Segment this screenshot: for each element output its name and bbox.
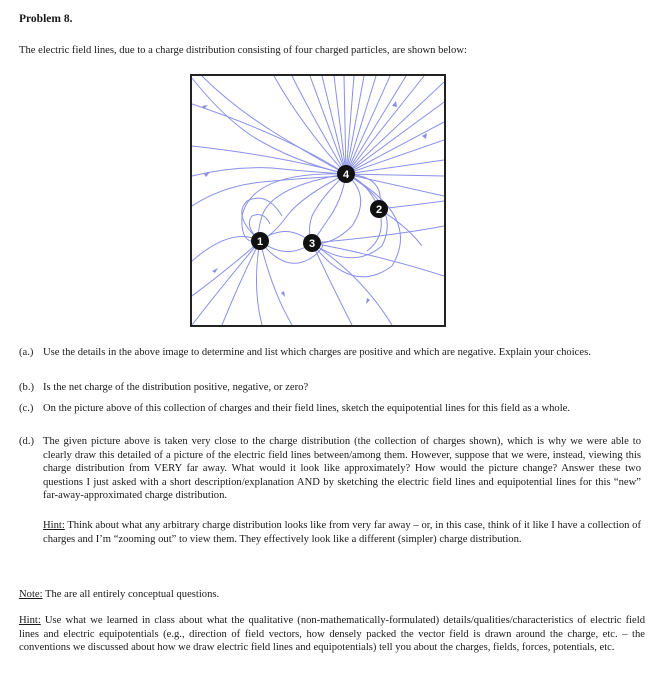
- field-arrows: [202, 101, 427, 304]
- note-text: The are all entirely conceptual questions.: [42, 589, 220, 600]
- charge-4: [337, 165, 355, 183]
- problem-title: Problem 8.: [19, 13, 73, 25]
- hint-label: Hint:: [43, 520, 65, 531]
- question-label: (c.): [19, 403, 34, 414]
- svg-text:3: 3: [308, 238, 316, 250]
- charge-3: [303, 234, 321, 252]
- question-text: Is the net charge of the distribution positive, negative, or zero?: [43, 382, 309, 393]
- question-a: [19, 346, 641, 360]
- question-c: [19, 402, 641, 416]
- question-text: The given picture above is taken very close to the charge distribution (the collection of charges shown), which is why we were able to clearly draw this detailed of a picture of the electric field lines between/among them. However, suppose that we were, instead, viewing this charge distribution from VERY far away. What would it look like approximately? How would the picture change? Answer these two questions I just asked with a short description/explanation AND by sketching the electric field lines and equipotential lines for this “new” far-away-approximated charge distribution.: [43, 436, 641, 502]
- hint-label: Hint:: [19, 615, 41, 626]
- hint-text: Think about what any arbitrary charge distribution looks like from very far away – or, in this case, think of it like I have a collection of charges and I’m “zooming out” to view them. They effectively look like a different (simpler) charge distribution.: [43, 520, 641, 545]
- note-label: Note:: [19, 589, 43, 600]
- question-b: [19, 381, 641, 395]
- hint-zoom-out: [43, 519, 641, 546]
- question-label: (b.): [19, 382, 35, 393]
- hint-conventions: [19, 614, 645, 655]
- question-label: (d.): [19, 436, 35, 447]
- question-d: [19, 435, 641, 503]
- svg-text:2: 2: [375, 204, 383, 216]
- field-line-figure: [190, 74, 446, 327]
- field-lines-diagram: [192, 76, 444, 325]
- question-text: Use the details in the above image to determine and list which charges are positive and which are negative. Explain your choices.: [43, 347, 591, 358]
- hint-text: Use what we learned in class about what the qualitative (non-mathematically-formulated) details/qualities/characteristics of electric field lines and electric equipotentials (e.g., direction of field vectors, how densely packed the vector field is drawn around the charge, etc. – the conventions we discussed about how we draw electric field lines and equipotentials) tell you about the charges, fields, forces, potentials, etc.: [19, 615, 645, 654]
- charge-1: [251, 232, 269, 250]
- field-lines: [192, 76, 444, 325]
- intro-text: The electric field lines, due to a charge distribution consisting of four charged particles, are shown below:: [19, 45, 467, 56]
- svg-text:1: 1: [256, 236, 264, 248]
- note: [19, 588, 645, 602]
- svg-text:4: 4: [342, 169, 350, 181]
- charge-2: [370, 200, 388, 218]
- question-text: On the picture above of this collection of charges and their field lines, sketch the equipotential lines for this field as a whole.: [43, 403, 570, 414]
- question-label: (a.): [19, 347, 34, 358]
